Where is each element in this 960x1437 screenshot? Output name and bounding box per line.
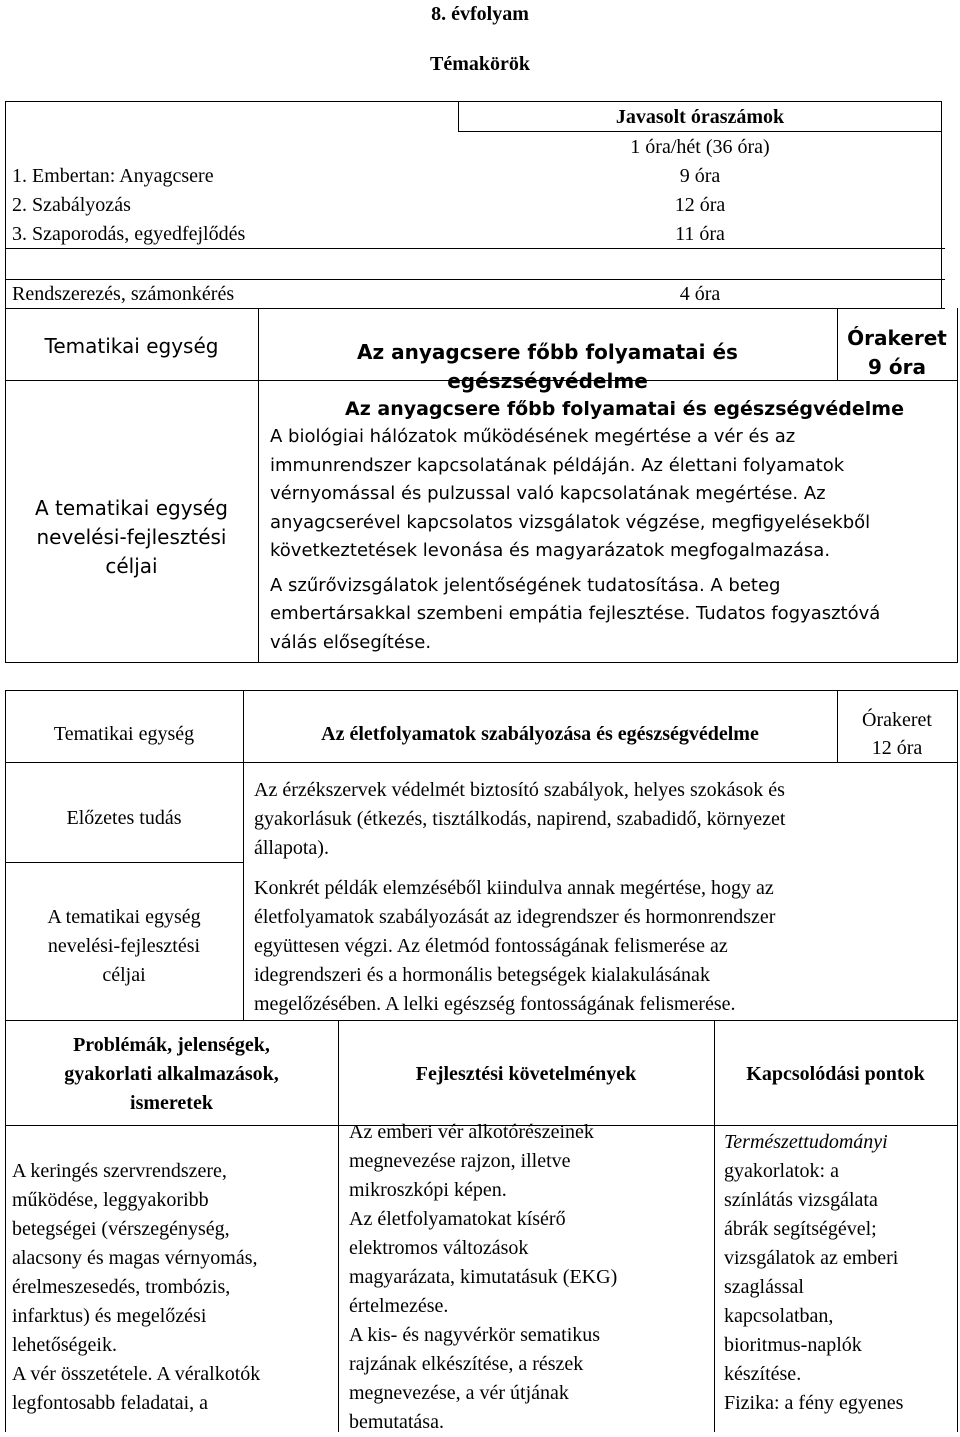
summary-row-hours: 4 óra xyxy=(679,283,721,305)
hours-column-subheader: 1 óra/hét (36 óra) xyxy=(630,136,770,158)
unit2-goals-text: Konkrét példák elemzéséből kiindulva annak megértése, hogy az életfolyamatok szabályozását az idegrendszer és hormonrendszer együttesen végzi. Az életmód fontosságának felismerése az idegrendszeri és a hormonális betegségek kialakulásának megelőzésében. A lelki egészség fontosságának felismerése. xyxy=(254,877,776,1015)
unit1-hours-value: 9 óra xyxy=(868,355,926,379)
unit1-goals-title: Az anyagcsere főbb folyamatai és egészségvédelme xyxy=(345,398,904,420)
unit2-prior-text: Az érzékszervek védelmét biztosító szabályok, helyes szokások és gyakorlásuk (étkezés, tisztálkodás, napirend, szabadidő, környezet állapota). xyxy=(254,779,786,859)
topic-row-2-name: 2. Szabályozás xyxy=(12,194,131,216)
requirements-column-header: Fejlesztési követelmények xyxy=(415,1063,637,1085)
unit1-title: Az anyagcsere főbb folyamatai és egészségvédelme xyxy=(357,340,738,393)
unit2-title: Az életfolyamatok szabályozása és egészségvédelme xyxy=(321,723,759,745)
topic-row-3-name: 3. Szaporodás, egyedfejlődés xyxy=(12,223,246,245)
unit1-goals-label: A tematikai egység nevelési-fejlesztési céljai xyxy=(35,496,228,578)
topic-row-2-hours: 12 óra xyxy=(674,194,726,216)
topic-row-3-hours: 11 óra xyxy=(675,223,725,245)
topic-row-1-name: 1. Embertan: Anyagcsere xyxy=(12,165,214,187)
unit1-hours-label: Órakeret xyxy=(847,326,947,350)
connections-column-text: Természettudományi gyakorlatok: a színlátás vizsgálata ábrák segítségével; vizsgálatok az emberi szaglással kapcsolatban, bioritmus-naplók készítése. Fizika: a fény egyenes xyxy=(724,1131,904,1414)
summary-row-name: Rendszerezés, számonkérés xyxy=(12,283,235,305)
unit1-goals-text: A biológiai hálózatok működésének megértése a vér és az immunrendszer kapcsolatának példáján. Az élettani folyamatok vérnyomással és pulzussal való kapcsolatának megértése. Az anyagcserével kapcsolatos vizsgálatok végzése, megfigyelésekből következtetések levonása és magyarázatok megfogalmazása. A szűrővizsgálatok jelentőségének tudatosítása. A beteg embertársakkal szembeni empátia fejlesztése. Tudatos fogyasztóvá válás elősegítése. xyxy=(270,426,881,653)
unit1-label: Tematikai egység xyxy=(44,334,219,358)
requirements-column-text: Az emberi vér alkotórészeinek megnevezése rajzon, illetve mikroszkópi képen. Az életfolyamatokat kísérő elektromos változások magyarázata, kimutatásuk (EKG) értelmezése. A kis- és nagyvérkör sematikus rajzának elkészítése, a részek megnevezése, a vér útjának bemutatása. xyxy=(349,1121,618,1433)
unit2-label: Tematikai egység xyxy=(53,723,195,745)
unit2-hours-label: Órakeret xyxy=(862,709,932,731)
unit2-prior-label: Előzetes tudás xyxy=(66,807,182,829)
topics-title: Témakörök xyxy=(430,53,530,75)
unit2-goals-label: A tematikai egység nevelési-fejlesztési céljai xyxy=(47,906,201,986)
hours-column-header: Javasolt óraszámok xyxy=(615,106,785,128)
problems-column-text: A keringés szervrendszere, működése, leggyakoribb betegségei (vérszegénység, alacsony és magas vérnyomás, érelmeszesedés, trombózis, infarktus) és megelőzési lehetőségeik. A vér összetétele. A véralkotók legfontosabb feladatai, a xyxy=(12,1160,261,1414)
topic-row-1-hours: 9 óra xyxy=(679,165,721,187)
unit2-hours-value: 12 óra xyxy=(871,737,923,759)
problems-column-header: Problémák, jelenségek, gyakorlati alkalmazások, ismeretek xyxy=(64,1034,279,1114)
connections-column-header: Kapcsolódási pontok xyxy=(746,1063,925,1085)
grade-title: 8. évfolyam xyxy=(431,3,529,25)
